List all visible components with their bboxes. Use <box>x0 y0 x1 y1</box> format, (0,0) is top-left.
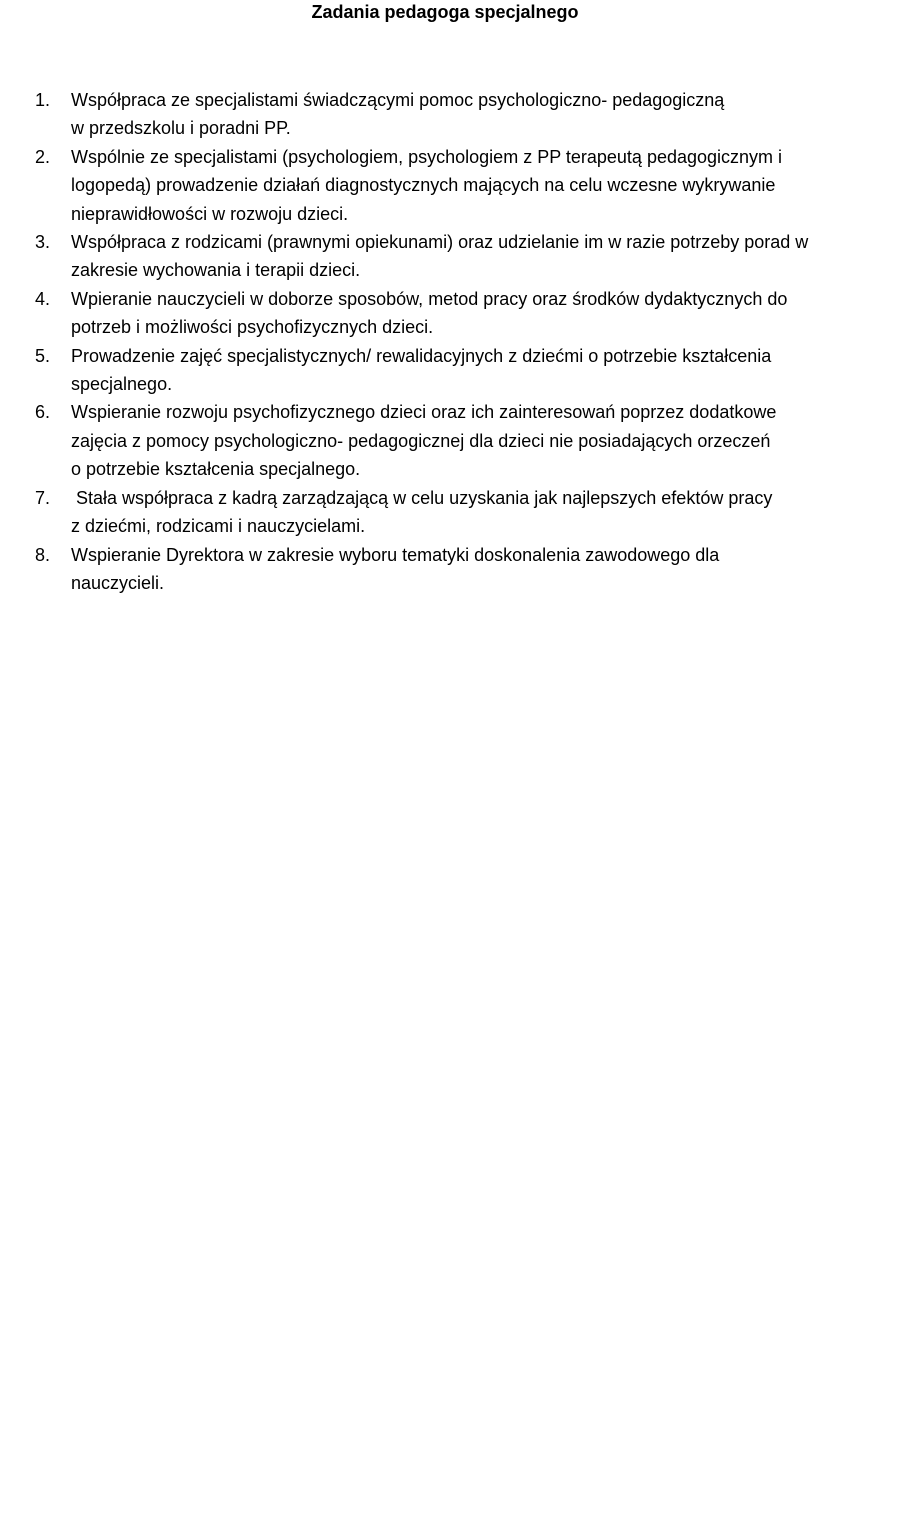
list-item-line: nieprawidłowości w rozwoju dzieci. <box>71 203 349 224</box>
task-list <box>0 86 908 597</box>
list-item <box>0 285 908 342</box>
list-item-line: Współpraca z rodzicami (prawnymi opiekunami) oraz udzielanie im w razie potrzeby porad w <box>71 232 809 253</box>
list-item-text <box>71 541 901 598</box>
list-item <box>0 86 908 143</box>
list-item-line: zakresie wychowania i terapii dzieci. <box>71 260 361 281</box>
list-item-line: w przedszkolu i poradni PP. <box>71 118 291 139</box>
list-item-number: 4. <box>35 288 51 309</box>
list-item-line: Wspieranie rozwoju psychofizycznego dzieci oraz ich zainteresowań poprzez dodatkowe <box>71 402 777 423</box>
list-item-number: 2. <box>35 146 51 167</box>
list-item-text <box>71 285 901 342</box>
list-item <box>0 541 908 598</box>
list-item <box>0 228 908 285</box>
list-item-line: Wpieranie nauczycieli w doborze sposobów, metod pracy oraz środków dydaktycznych do <box>71 288 788 309</box>
list-item-line: z dziećmi, rodzicami i nauczycielami. <box>71 516 366 537</box>
list-item-number: 3. <box>35 232 51 253</box>
list-item <box>0 484 908 541</box>
list-item-number: 8. <box>35 544 51 565</box>
list-item-line: zajęcia z pomocy psychologiczno- pedagogicznej dla dzieci nie posiadających orzeczeń <box>71 430 771 451</box>
list-item-line: Prowadzenie zajęć specjalistycznych/ rewalidacyjnych z dziećmi o potrzebie kształcenia <box>71 345 772 366</box>
list-item <box>0 398 908 483</box>
list-item-text <box>71 86 901 143</box>
list-item-number: 7. <box>35 487 51 508</box>
list-item-line: Współpraca ze specjalistami świadczącymi pomoc psychologiczno- pedagogiczną <box>71 90 725 110</box>
list-item-text <box>71 342 901 399</box>
list-item-number: 5. <box>35 345 51 366</box>
list-item-line: Wspieranie Dyrektora w zakresie wyboru tematyki doskonalenia zawodowego dla <box>71 544 720 565</box>
list-item-line: logopedą) prowadzenie działań diagnostycznych mających na celu wczesne wykrywanie <box>71 175 776 196</box>
page-title: Zadania pedagoga specjalnego <box>311 2 579 22</box>
list-item-text <box>71 228 901 285</box>
list-item-text <box>71 484 901 541</box>
list-item <box>0 342 908 399</box>
list-item <box>0 143 908 228</box>
list-item-number: 1. <box>35 90 51 110</box>
list-item-line: potrzeb i możliwości psychofizycznych dzieci. <box>71 317 434 338</box>
list-item-line: Wspólnie ze specjalistami (psychologiem, psychologiem z PP terapeutą pedagogicznym i <box>71 146 783 167</box>
list-item-line: nauczycieli. <box>71 572 165 593</box>
list-item-line: o potrzebie kształcenia specjalnego. <box>71 459 361 480</box>
list-item-text <box>71 398 901 483</box>
list-item-line: Stała współpraca z kadrą zarządzającą w celu uzyskania jak najlepszych efektów pracy <box>71 487 773 508</box>
list-item-text <box>71 143 901 228</box>
list-item-line: specjalnego. <box>71 374 173 395</box>
list-item-number: 6. <box>35 402 51 423</box>
